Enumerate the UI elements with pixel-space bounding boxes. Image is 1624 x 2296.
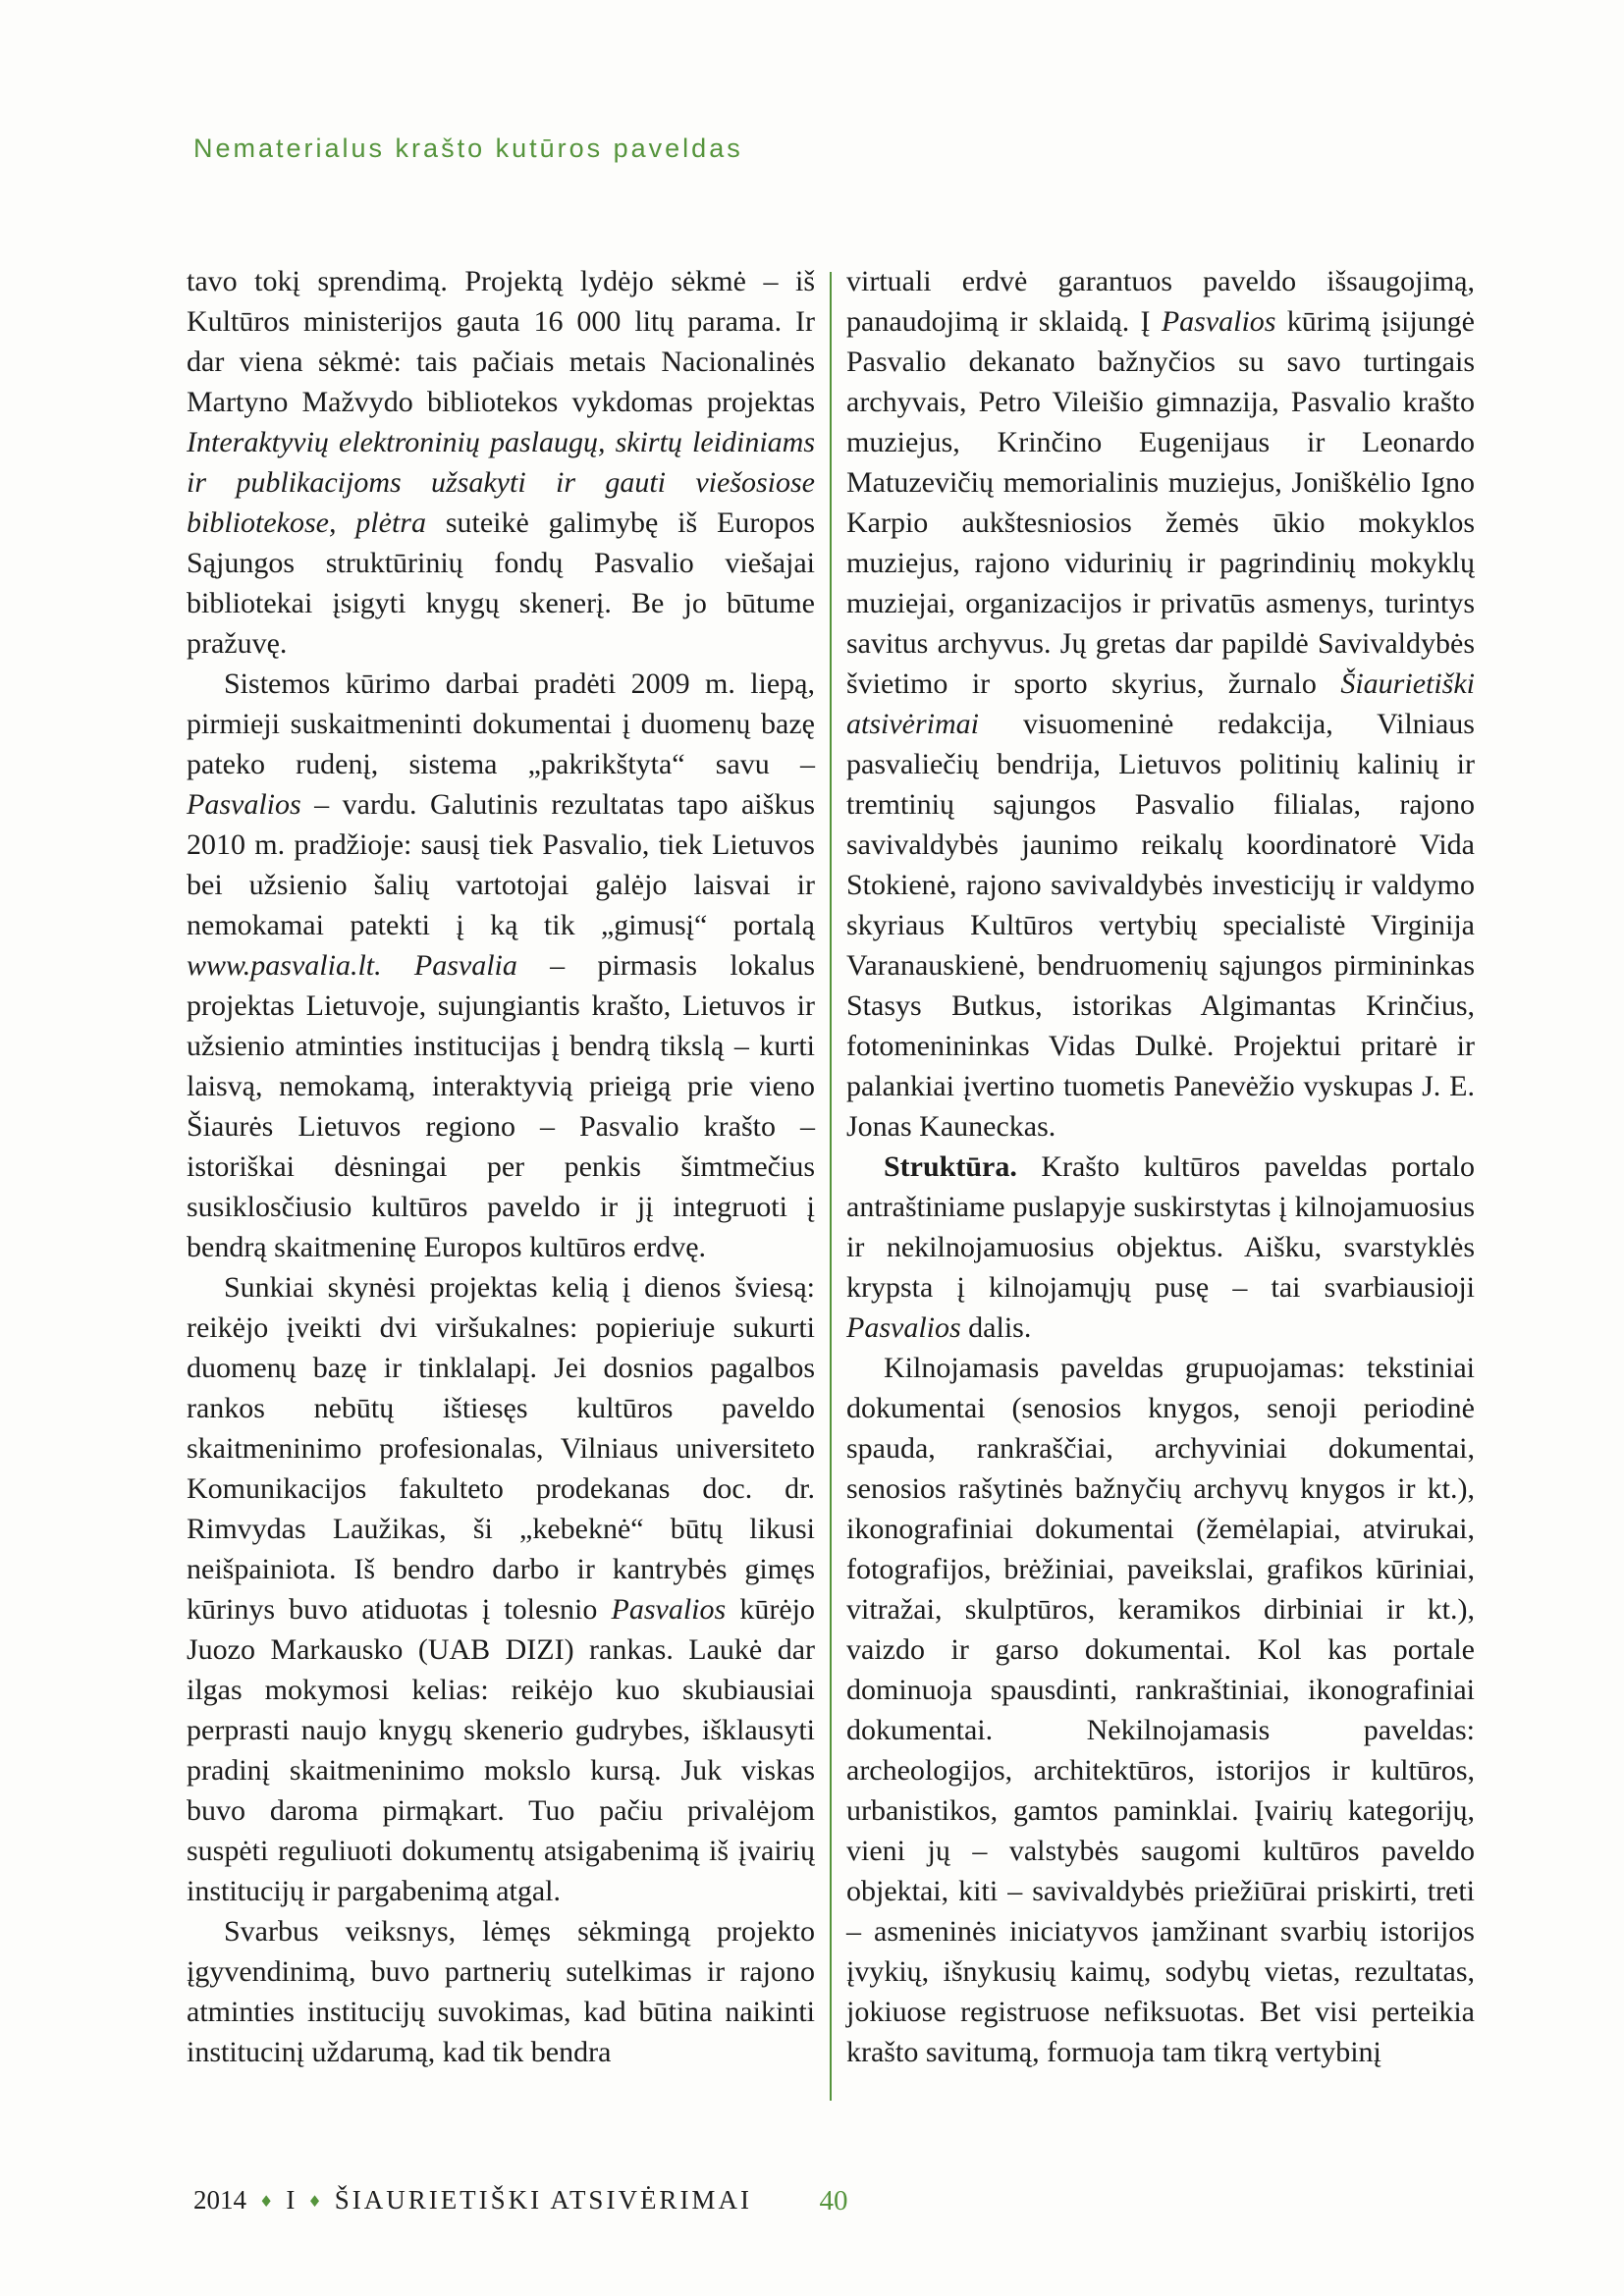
run-bold: Struktūra. <box>884 1150 1017 1183</box>
run-text: Kilnojamasis paveldas grupuojamas: tekstiniai dokumentai (senosios knygos, senoji periodinė spauda, rankraščiai, archyviniai dokumentai, senosios rašytinės bažnyčių archyvų knygos ir kt.), ikonografiniai dokumentai (žemėlapiai, atvirukai, fotografijos, brėžiniai, paveikslai, grafikos kūriniai, vitražai, skulptūros, keramikos dirbiniai ir kt.), vaizdo ir garso dokumentai. Kol kas portale dominuoja spausdinti, rankraštiniai, ikonografiniai dokumentai. Nekilnojamasis paveldas: archeologijos, architektūros, istorijos ir kultūros, urbanistikos, gamtos paminklai. Įvairių kategorijų, vieni jų – valstybės saugomi kultūros paveldo objektai, kiti – savivaldybės priežiūrai priskirti, treti – asmeninės iniciatyvos įamžinant svarbių istorijos įvykių, išnykusių kaimų, sodybų vietas, rezultatas, jokiuose registruose nefiksuotas. Bet visi perteikia krašto savitumą, formuoja tam tikrą vertybinį <box>846 1352 1475 2068</box>
run-text: visuomeninė redakcija, Vilniaus pasvaliečių bendrija, Lietuvos politinių kalinių ir tremtinių sąjungos Pasvalio filialas, rajono savivaldybės jaunimo reikalų koordinatorė Vida Stokienė, rajono savivaldybės investicijų ir valdymo skyriaus Kultūros vertybių specialistė Virginija Varanauskienė, bendruomenių sąjungos pirmininkas Stasys Butkus, istorikas Algimantas Krinčius, fotomenininkas Vidas Dulkė. Projektui pritarė ir palankiai įvertino tuometis Panevėžio vyskupas J. E. Jonas Kauneckas. <box>846 708 1475 1143</box>
run-text: – vardu. Galutinis rezultatas tapo aiškus 2010 m. pradžioje: sausį tiek Pasvalio, tiek Lietuvos bei užsienio šalių vartotojai galėjo laisvai ir nemokamai patekti į ką tik „gimusį“ portalą <box>187 788 815 941</box>
text-column-left <box>187 261 815 2072</box>
paragraph <box>187 664 815 1267</box>
run-italic: Pasvalios <box>187 788 301 821</box>
paragraph <box>846 261 1475 1147</box>
run-text: Svarbus veiksnys, lėmęs sėkmingą projekto įgyvendinimą, buvo partnerių sutelkimas ir rajono atminties institucijų suvokimas, kad būtina naikinti institucinį uždarumą, kad tik bendra <box>187 1915 815 2068</box>
paragraph <box>187 261 815 664</box>
run-text: virtuali erdvė garantuos paveldo išsaugojimą, panaudojimą ir sklaidą. Į <box>846 265 1475 338</box>
run-italic: Interaktyvių elektroninių paslaugų, skirtų leidiniams ir publikacijoms užsakyti ir gauti viešosiose bibliotekose, plėtra <box>187 426 815 539</box>
run-text: suteikė galimybę iš Europos Sąjungos struktūrinių fondų Pasvalio viešajai bibliotekai įsigyti knygų skenerį. Be jo būtume pražuvę. <box>187 507 815 660</box>
paragraph <box>187 1911 815 2072</box>
column-divider-rule <box>830 272 832 2101</box>
run-italic: Pasvalios <box>1161 305 1276 338</box>
run-italic: Šiaurietiški atsivėrimai <box>846 667 1475 740</box>
paragraph <box>846 1348 1475 2072</box>
run-italic: www.pasvalia.lt. Pasvalia <box>187 949 517 982</box>
run-text: Krašto kultūros paveldas portalo antraštiniame puslapyje suskirstytas į kilnojamuosius ir nekilnojamuosius objektus. Aišku, svarstyklės krypsta į kilnojamųjų pusę – tai svarbiausioji <box>846 1150 1475 1304</box>
run-text: kūrėjo Juozo Markausko (UAB DIZI) rankas. Laukė dar ilgas mokymosi kelias: reikėjo kuo skubiausiai perprasti naujo knygų skenerio gudrybes, išklausyti pradinį skaitmeninimo mokslo kursą. Juk viskas buvo daroma pirmąkart. Tuo pačiu privalėjom suspėti reguliuoti dokumentų atsigabenimą iš įvairių institucijų ir pargabenimą atgal. <box>187 1593 816 1907</box>
run-italic: Pasvalios <box>611 1593 727 1626</box>
paragraph <box>846 1147 1475 1348</box>
run-text: Sunkiai skynėsi projektas kelią į dienos šviesą: reikėjo įveikti dvi viršukalnes: popieriuje sukurti duomenų bazę ir tinklalapį. Jei dosnios pagalbos rankos nebūtų ištiesęs kultūros paveldo skaitmeninimo profesionalas, Vilniaus universiteto Komunikacijos fakulteto prodekanas doc. dr. Rimvydas Laužikas, ši „kebeknė“ būtų likusi neišpainiota. Iš bendro darbo ir kantrybės gimęs kūrinys buvo atiduotas į tolesnio <box>187 1271 815 1626</box>
page-footer <box>193 2185 752 2216</box>
footer-year: 2014 <box>193 2185 246 2215</box>
run-text: kūrimą įsijungė Pasvalio dekanato bažnyčios su savo turtingais archyvais, Petro Vileišio gimnazija, Pasvalio krašto muziejus, Krinčino Eugenijaus ir Leonardo Matuzevičių memorialinis muziejus, Joniškėlio Igno Karpio aukštesniosios žemės ūkio mokyklos muziejus, rajono vidurinių ir pagrindinių mokyklų muziejai, organizacijos ir privatūs asmenys, turintys savitus archyvus. Jų gretas dar papildė Savivaldybės švietimo ir sporto skyrius, žurnalo <box>846 305 1475 700</box>
page-number: 40 <box>819 2185 848 2216</box>
run-text: – pirmasis lokalus projektas Lietuvoje, sujungiantis krašto, Lietuvos ir užsienio atminties institucijas į bendrą tikslą – kurti laisvą, nemokamą, interaktyvią prieigą prie vieno Šiaurės Lietuvos regiono – Pasvalio krašto – istoriškai dėsningai per penkis šimtmečius susiklosčiusio kultūros paveldo ir jį integruoti į bendrą skaitmeninę Europos kultūros erdvę. <box>187 949 815 1263</box>
diamond-separator-icon: ♦ <box>307 2191 322 2211</box>
run-text: dalis. <box>960 1311 1032 1344</box>
paragraph <box>187 1267 815 1911</box>
footer-journal-title: ŠIAURIETIŠKI ATSIVĖRIMAI <box>334 2185 752 2215</box>
run-text: Sistemos kūrimo darbai pradėti 2009 m. liepą, pirmieji suskaitmeninti dokumentai į duomenų bazę pateko rudenį, sistema „pakrikštyta“ savu – <box>187 667 815 780</box>
run-italic: Pasvalios <box>846 1311 961 1344</box>
footer-issue-number: I <box>286 2185 296 2215</box>
run-text: tavo tokį sprendimą. Projektą lydėjo sėkmė – iš Kultūros ministerijos gauta 16 000 litų parama. Ir dar viena sėkmė: tais pačiais metais Nacionalinės Martyno Mažvydo bibliotekos vykdomas projektas <box>187 265 815 418</box>
diamond-separator-icon: ♦ <box>259 2191 274 2211</box>
text-column-right <box>846 261 1475 2072</box>
running-head-title: Nematerialus krašto kutūros paveldas <box>193 133 743 163</box>
